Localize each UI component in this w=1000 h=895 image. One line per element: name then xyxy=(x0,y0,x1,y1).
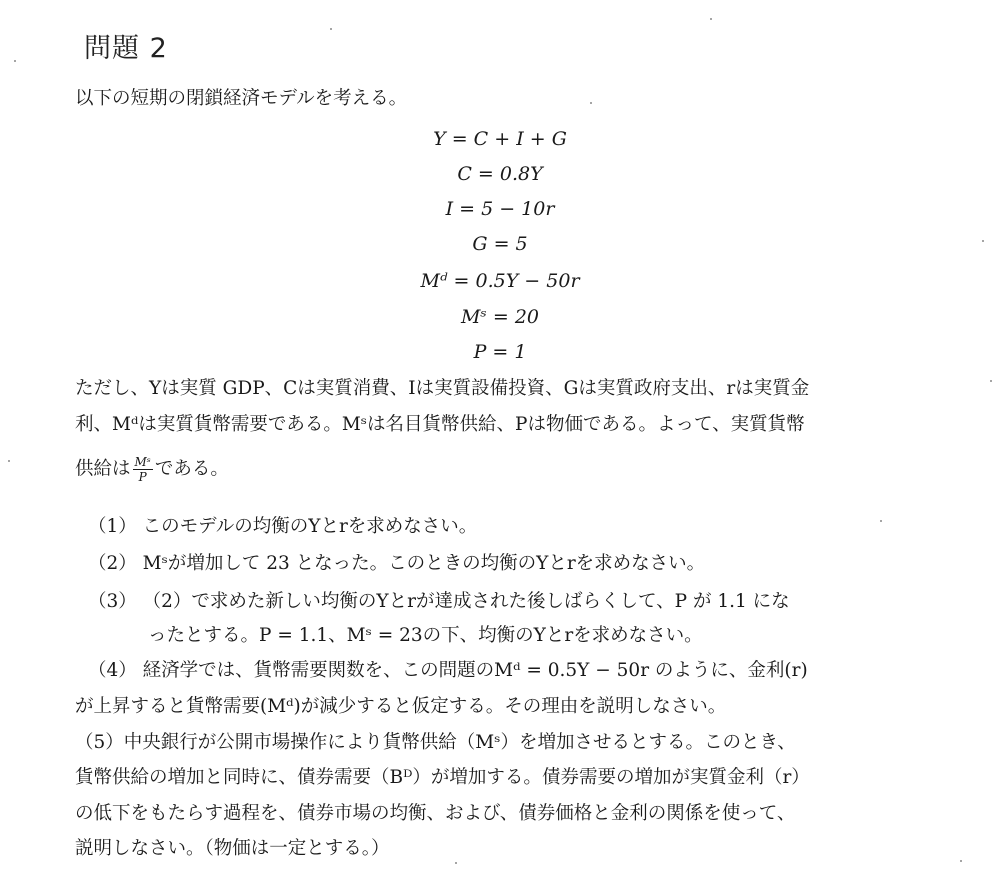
definitions-line-3-suffix: である。 xyxy=(154,458,229,480)
equation-investment: I = 5 − 10r xyxy=(445,198,555,220)
question-5-line-1: （5）中央銀行が公開市場操作により貨幣供給（Mˢ）を増加させるとする。このとき、 xyxy=(75,732,796,753)
question-3-line-2: ったとする。P = 1.1、Mˢ = 23の下、均衡のYとrを求めなさい。 xyxy=(148,625,703,646)
equation-money-demand: Mᵈ = 0.5Y − 50r xyxy=(420,270,580,292)
question-2: （2） Mˢが増加して 23 となった。このときの均衡のYとrを求めなさい。 xyxy=(88,553,706,574)
fraction-denominator: P xyxy=(138,470,147,484)
scan-speck xyxy=(710,18,712,20)
definitions-line-1: ただし、Yは実質 GDP、Cは実質消費、Iは実質設備投資、Gは実質政府支出、rは実質金 xyxy=(75,378,810,399)
equation-money-supply: Mˢ = 20 xyxy=(460,306,540,328)
scan-speck xyxy=(330,28,332,30)
equation-price: P = 1 xyxy=(473,341,527,363)
definitions-line-2: 利、Mᵈは実質貨幣需要である。Mˢは名目貨幣供給、Pは物価である。よって、実質貨幣 xyxy=(75,414,805,435)
scan-speck xyxy=(455,862,457,864)
equation-consumption: C = 0.8Y xyxy=(457,163,543,185)
scan-speck xyxy=(8,460,10,462)
question-5-line-3: の低下をもたらす過程を、債券市場の均衡、および、債券価格と金利の関係を使って、 xyxy=(75,803,796,824)
scan-speck xyxy=(990,380,992,382)
equation-income: Y = C + I + G xyxy=(433,128,567,150)
intro-text: 以下の短期の閉鎖経済モデルを考える。 xyxy=(75,88,408,109)
question-4-line-1: （4） 経済学では、貨幣需要関数を、この問題のMᵈ = 0.5Y − 50r のように、金利(r) xyxy=(88,660,808,681)
scan-speck xyxy=(982,240,984,242)
scan-speck xyxy=(590,102,592,104)
definitions-line-3-prefix: 供給は xyxy=(75,458,131,480)
equation-government: G = 5 xyxy=(472,233,528,255)
problem-title: 問題 2 xyxy=(84,33,168,64)
question-3-line-1: （3） （2）で求めた新しい均衡のYとrが達成された後しばらくして、P が 1.1 にな xyxy=(88,591,790,612)
scan-speck xyxy=(880,520,882,522)
real-money-supply-fraction xyxy=(133,456,153,483)
question-4-line-2: が上昇すると貨幣需要(Mᵈ)が減少すると仮定する。その理由を説明しなさい。 xyxy=(75,696,727,717)
question-5-line-2: 貨幣供給の増加と同時に、債券需要（Bᴰ）が増加する。債券需要の増加が実質金利（r） xyxy=(75,767,810,788)
question-5-line-4: 説明しなさい。（物価は一定とする。） xyxy=(75,838,390,859)
fraction-numerator: Mˢ xyxy=(134,455,151,469)
scan-speck xyxy=(14,60,16,62)
scan-speck xyxy=(960,860,962,862)
question-1: （1） このモデルの均衡のYとrを求めなさい。 xyxy=(88,516,478,537)
definitions-line-3 xyxy=(75,456,935,483)
